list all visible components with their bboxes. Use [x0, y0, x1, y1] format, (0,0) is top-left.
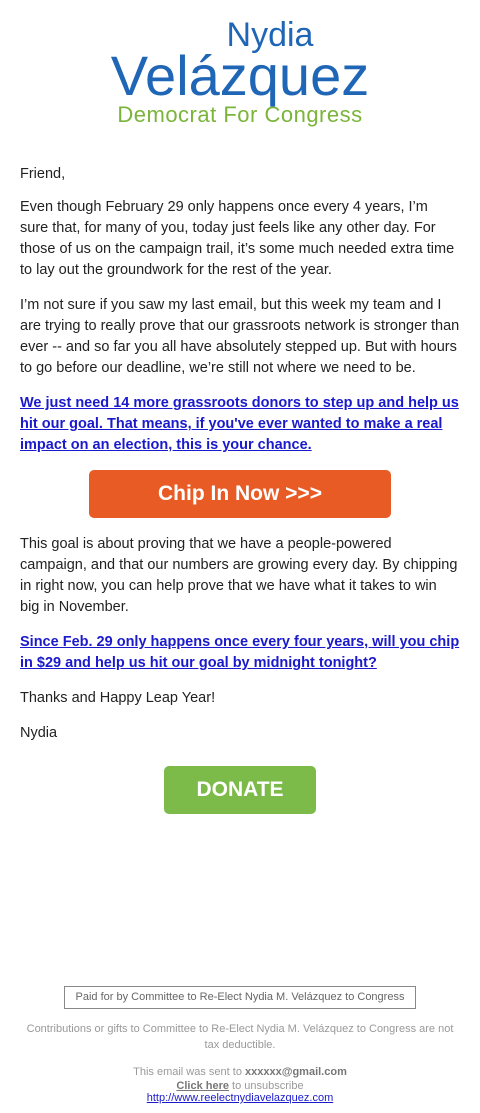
chip-in-29-link[interactable]: Since Feb. 29 only happens once every four years, will you chip in $29 and help us hit our goal by midnight tonight? [20, 634, 460, 671]
donate-button[interactable]: DONATE [164, 766, 316, 814]
website-line [0, 1092, 480, 1104]
logo-last-name: Velázquez [110, 44, 370, 107]
signature: Nydia [20, 725, 58, 741]
logo-tagline: Democrat For Congress [117, 102, 363, 127]
unsubscribe-line [0, 1080, 480, 1092]
paragraph-3: This goal is about proving that we have a people-powered campaign, and that our numbers are growing every day. By chipping in right now, you can help prove that we have what it takes to win big in November. [20, 536, 458, 615]
logo-first-name: Nydia [226, 16, 314, 54]
website-link[interactable]: http://www.reelectnydiavelazquez.com [146, 1092, 334, 1104]
campaign-logo [0, 0, 480, 136]
paragraph-1: Even though February 29 only happens once every 4 years, I’m sure that, for many of you, today just feels like any other day. For those of us on the campaign trail, it’s some much needed extra time to lay out the groundwork for the rest of the year. [20, 199, 455, 278]
email-body [0, 164, 480, 814]
paragraph-2: I’m not sure if you saw my last email, but this week my team and I are trying to really prove that our grassroots network is stronger than ever -- and so far you all have absolutely stepped up. But with hours to go before our deadline, we’re still not where we need to be. [20, 297, 460, 376]
paid-for-disclaimer: Paid for by Committee to Re-Elect Nydia M. Velázquez to Congress [64, 986, 416, 1009]
chip-in-button[interactable]: Chip In Now >>> [89, 470, 391, 518]
contributions-disclaimer: Contributions or gifts to Committee to Re-Elect Nydia M. Velázquez to Congress are not tax deductible. [26, 1023, 454, 1051]
sent-prefix: This email was sent to [133, 1066, 242, 1078]
greeting: Friend, [20, 166, 66, 182]
unsubscribe-suffix: to unsubscribe [232, 1080, 304, 1092]
thanks-text: Thanks and Happy Leap Year! [20, 690, 216, 706]
sent-to-line [0, 1064, 480, 1080]
donor-goal-link[interactable]: We just need 14 more grassroots donors to step up and help us hit our goal. That means, if you've ever wanted to make a real impact on an election, this is your chance. [20, 395, 459, 453]
recipient-email: xxxxxx@gmail.com [245, 1066, 347, 1078]
email-footer [0, 986, 480, 1104]
unsubscribe-link[interactable]: Click here [176, 1080, 229, 1092]
